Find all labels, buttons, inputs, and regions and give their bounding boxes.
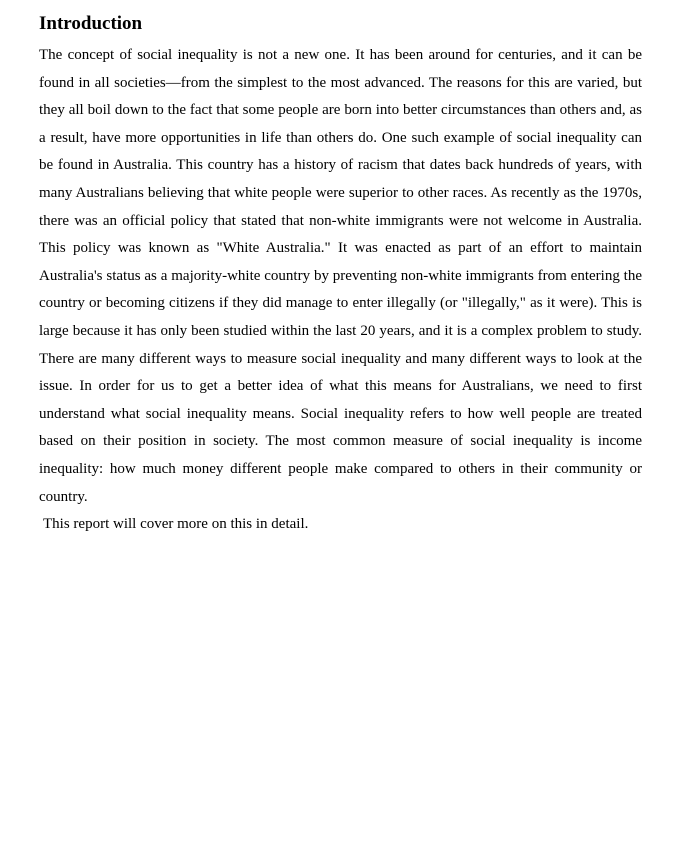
closing-sentence: This report will cover more on this in detail.	[43, 516, 309, 533]
section-heading: Introduction	[39, 13, 143, 34]
introduction-paragraph: The concept of social inequality is not a new one. It has been around for centuries, and it can be found in all societies—from the simplest to the most advanced. The reasons for this are varied, but they all boil down to the fact that some people are born into better circumstances than others and, as a result, have more opportunities in life than others do. One such example of social inequality can be found in Australia. This country has a history of racism that dates back hundreds of years, with many Australians believing that white people were superior to other races. As recently as the 1970s, there was an official policy that stated that non-white immigrants were not welcome in Australia. This policy was known as "White Australia." It was enacted as part of an effort to maintain Australia's status as a majority-white country by preventing non-white immigrants from entering the country or becoming citizens if they did manage to enter illegally (or "illegally," as it were). This is large because it has only been studied within the last 20 years, and it is a complex problem to study. There are many different ways to measure social inequality and many different ways to look at the issue. In order for us to get a better idea of what this means for Australians, we need to first understand what social inequality means. Social inequality refers to how well people are treated based on their position in society. The most common measure of social inequality is income inequality: how much money different people make compared to others in their community or country.	[39, 47, 642, 505]
document-page	[39, 12, 642, 539]
